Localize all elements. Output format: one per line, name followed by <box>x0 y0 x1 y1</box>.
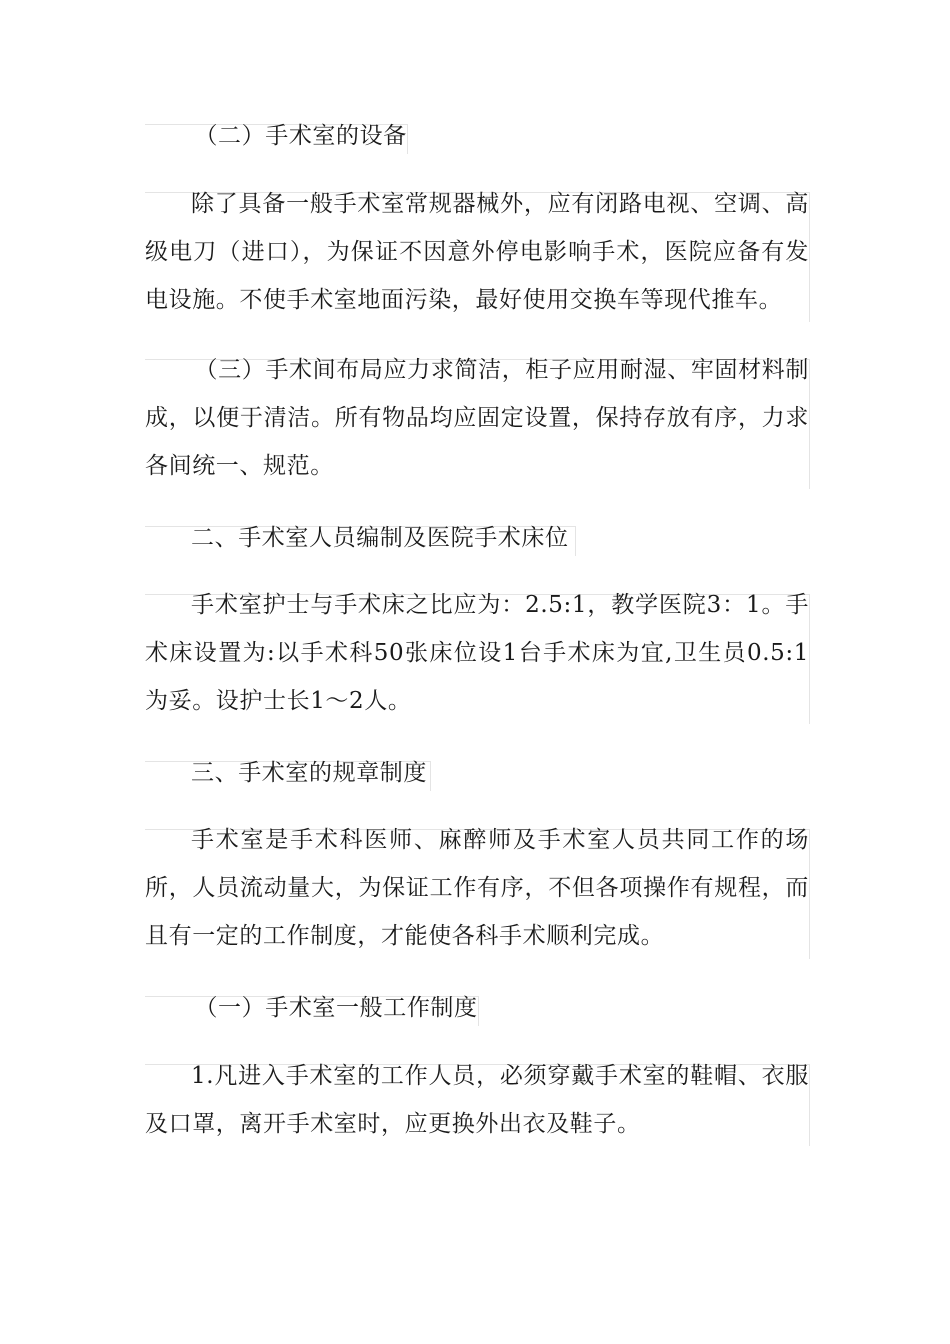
section-heading: （二）手术室的设备 <box>194 123 407 149</box>
guide-line <box>809 1064 810 1146</box>
guide-line <box>809 192 810 322</box>
body-paragraph: 手术室护士与手术床之比应为：2.5:1，教学医院3：1。手术床设置为:以手术科50张床位设1台手术床为宜,卫生员0.5:1为妥。设护士长1～2人。 <box>145 592 809 714</box>
guide-line <box>407 124 408 154</box>
section-heading: （一）手术室一般工作制度 <box>194 995 478 1021</box>
guide-line <box>575 526 576 556</box>
guide-line <box>809 594 810 724</box>
body-paragraph: （三）手术间布局应力求简洁，柜子应用耐湿、牢固材料制成，以便于清洁。所有物品均应固定设置，保持存放有序，力求各间统一、规范。 <box>145 357 809 479</box>
guide-line <box>809 829 810 959</box>
guide-line <box>809 359 810 489</box>
body-paragraph: 手术室是手术科医师、麻醉师及手术室人员共同工作的场所，人员流动量大，为保证工作有序，不但各项操作有规程，而且有一定的工作制度，才能使各科手术顺利完成。 <box>145 827 809 949</box>
guide-line <box>478 996 479 1026</box>
section-heading: 二、手术室人员编制及医院手术床位 <box>191 525 569 551</box>
section-heading: 三、手术室的规章制度 <box>191 760 427 786</box>
body-paragraph: 1.凡进入手术室的工作人员，必须穿戴手术室的鞋帽、衣服及口罩，离开手术室时，应更换外出衣及鞋子。 <box>145 1063 809 1137</box>
body-paragraph: 除了具备一般手术室常规器械外，应有闭路电视、空调、高级电刀（进口），为保证不因意外停电影响手术，医院应备有发电设施。不使手术室地面污染，最好使用交换车等现代推车。 <box>145 191 809 313</box>
